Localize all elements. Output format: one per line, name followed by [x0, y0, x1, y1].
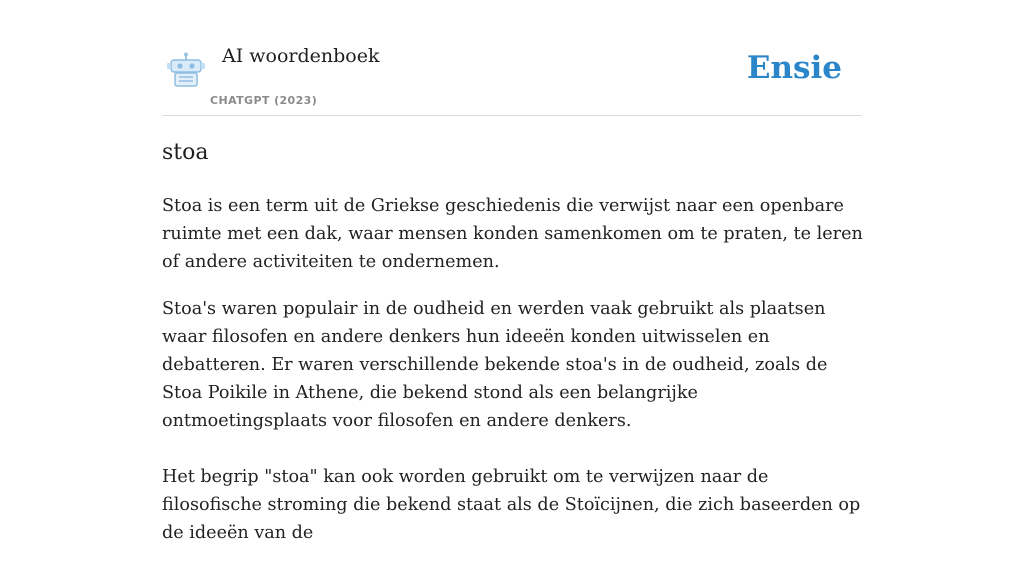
robot-icon: [166, 52, 206, 88]
definition-paragraph: Stoa's waren populair in de oudheid en werden vaak gebruikt als plaatsen waar filosofen en andere denkers hun ideeën konden uitwisselen en debatteren. Er waren verschillende bekende stoa's in de oudheid, zoals de Stoa Poikile in Athene, die bekend stond als een belangrijke ontmoetingsplaats voor filosofen en andere denkers.: [162, 299, 828, 431]
entry-term: stoa: [162, 140, 209, 165]
entry-definition: [162, 192, 864, 566]
definition-paragraph: Stoa is een term uit de Griekse geschiedenis die verwijst naar een openbare ruimte met een dak, waar mensen konden samenkomen om te praten, te leren of andere activiteiten te ondernemen.: [162, 196, 863, 272]
source-header: [162, 0, 862, 116]
source-title: AI woordenboek: [222, 45, 380, 67]
definition-paragraph: Het begrip "stoa" kan ook worden gebruikt om te verwijzen naar de filosofische stroming die bekend staat als de Stoïcijnen, die zich baseerden op de ideeën van de: [162, 467, 861, 543]
brand-logo-link[interactable]: Ensie: [746, 50, 842, 86]
source-meta: CHATGPT (2023): [210, 94, 318, 107]
